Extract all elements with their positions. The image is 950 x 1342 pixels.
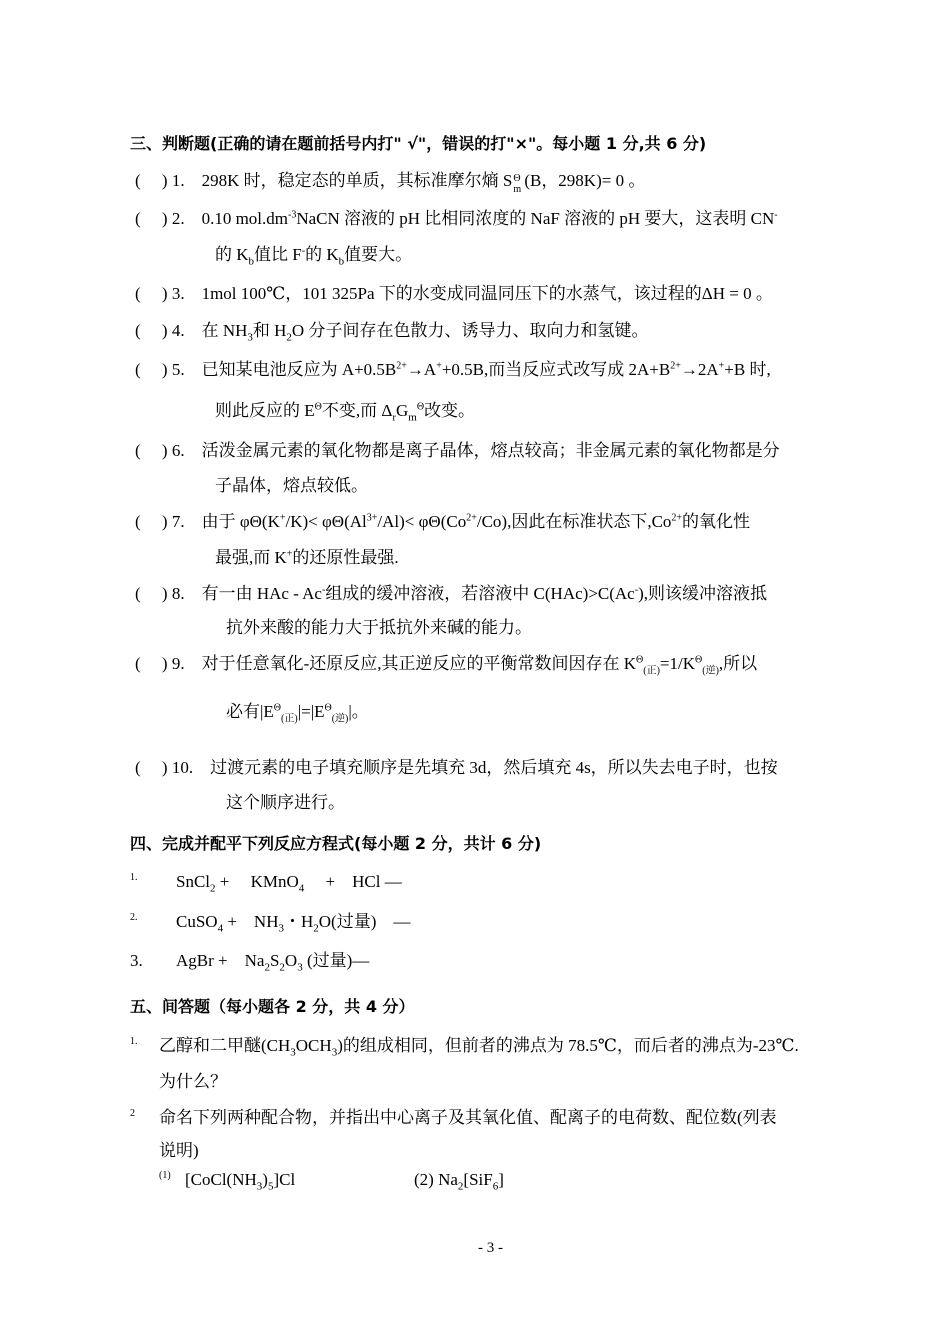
q5-sup2: + bbox=[436, 360, 442, 372]
complex-1 bbox=[159, 1170, 295, 1192]
eq2-text-a: 命名下列两种配合物，并指出中心离子及其氧化值、配离子的电荷数、配位数(列表 bbox=[159, 1108, 777, 1127]
question-7 bbox=[135, 507, 750, 532]
r1-text-a: SnCl bbox=[176, 872, 211, 891]
r2-text-b: + NH bbox=[223, 912, 279, 931]
complex-2 bbox=[414, 1170, 504, 1192]
question-10: ( ) 10. 过渡元素的电子填充顺序是先填充 3d，然后填充 4s，所以失去电子时，也按 bbox=[135, 758, 778, 777]
q7-sup5: + bbox=[286, 548, 293, 560]
q4-text-c: O 分子间存在色散力、诱导力、取向力和氢键。 bbox=[291, 321, 649, 340]
r1-text-b: + KMnO bbox=[215, 872, 299, 891]
q7-sup4: 2+ bbox=[671, 512, 683, 524]
q7-text-g: 的还原性最强. bbox=[292, 548, 399, 567]
r3-text-b: S bbox=[269, 951, 280, 970]
eq1-num: 1. bbox=[130, 1036, 138, 1048]
q9-text-b: =1/K bbox=[659, 654, 696, 673]
q2-sub-b: b bbox=[248, 255, 255, 268]
eq1-text-b: OCH bbox=[295, 1036, 332, 1055]
q9-sup1: Θ bbox=[636, 654, 644, 666]
r2-sub2: 3 bbox=[278, 922, 284, 935]
q2-sup3: - bbox=[301, 245, 306, 257]
question-6: ( ) 6. 活泼金属元素的氧化物都是离子晶体，熔点较高；非金属元素的氧化物都是分 bbox=[135, 441, 780, 460]
c2-text-c: ] bbox=[498, 1170, 504, 1189]
q8-text-a: ( ) 8. 有一由 HAc - Ac bbox=[135, 584, 322, 603]
c2-sub1: 2 bbox=[457, 1180, 464, 1193]
r3-sub2: 2 bbox=[279, 961, 285, 974]
q9-sub2: (逆) bbox=[702, 665, 719, 677]
q2-text-c2: 值比 F bbox=[254, 245, 302, 264]
q5-sub-m: m bbox=[408, 411, 417, 424]
q2-sub-b2: b bbox=[338, 255, 345, 268]
c1-text-a: [CoCl(NH bbox=[185, 1170, 257, 1189]
q2-text-a: ( ) 2. 0.10 mol.dm bbox=[135, 209, 288, 228]
q2-text-c3: 的 K bbox=[305, 245, 339, 264]
q5-sub-r: r bbox=[392, 411, 396, 424]
q5-sup4: + bbox=[718, 360, 725, 372]
reaction-2 bbox=[130, 907, 410, 934]
q5-sup1: 2+ bbox=[396, 360, 407, 372]
eq2-num: 2 bbox=[130, 1108, 135, 1120]
q8-text-b: 组成的缓冲溶液，若溶液中 C(HAc)>C(Ac bbox=[325, 584, 635, 603]
section-3-heading: 三、判断题(正确的请在题前括号内打" √"，错误的打"×"。每小题 1 分,共 6 分) bbox=[130, 134, 707, 153]
c1-sub2: 5 bbox=[267, 1180, 274, 1193]
q5-text-i: 改变。 bbox=[424, 401, 476, 420]
q5-text-h: G bbox=[395, 401, 409, 420]
r2-sub1: 4 bbox=[217, 922, 224, 935]
c1-sub: 3 bbox=[256, 1180, 263, 1193]
q9-text-d: 必有|E bbox=[226, 702, 274, 721]
r3-num: 3. bbox=[130, 951, 143, 970]
q9-sup3: Θ bbox=[273, 702, 282, 714]
q1-end: (B，298K)= 0 。 bbox=[524, 171, 646, 190]
q8-sup2: - bbox=[634, 584, 639, 596]
c2-text-b: [SiF bbox=[463, 1170, 493, 1189]
q9-text-e: |=|E bbox=[297, 702, 325, 721]
q5-sup6: Θ bbox=[416, 401, 425, 413]
q5-text-d: →2A bbox=[680, 360, 719, 379]
q2-text-c4: 值要大。 bbox=[344, 245, 413, 264]
question-9 bbox=[135, 649, 757, 676]
question-5-cont bbox=[215, 396, 475, 423]
q9-sup2: Θ bbox=[695, 654, 703, 666]
question-9-cont bbox=[226, 697, 369, 724]
q8-sup1: - bbox=[321, 584, 326, 596]
question-4 bbox=[135, 316, 648, 343]
q9-text-f: |。 bbox=[348, 702, 369, 721]
question-7-cont bbox=[215, 543, 399, 568]
q4-text-a: ( ) 4. 在 NH bbox=[135, 321, 248, 340]
section-4-heading: 四、完成并配平下列反应方程式(每小题 2 分，共计 6 分) bbox=[130, 834, 542, 853]
r3-text-c: O bbox=[284, 951, 298, 970]
question-3: ( ) 3. 1mol 100℃，101 325Pa 下的水变成同温同压下的水蒸气，该过程的ΔH = 0 。 bbox=[135, 284, 773, 303]
q7-text-d: /Co),因此在标准状态下,Co bbox=[476, 512, 672, 531]
eq1-text-c: )的组成相同，但前者的沸点为 78.5℃，而后者的沸点为-23℃. bbox=[337, 1036, 799, 1055]
q7-sup1: + bbox=[279, 512, 286, 524]
essay-question-2-cont: 说明) bbox=[159, 1141, 199, 1160]
q5-text-f: 则此反应的 E bbox=[215, 401, 315, 420]
c1-num: (1) bbox=[159, 1170, 171, 1182]
question-2 bbox=[135, 204, 778, 229]
essay-question-1-cont: 为什么？ bbox=[159, 1072, 227, 1091]
q2-text-b: NaCN 溶液的 pH 比相同浓度的 NaF 溶液的 pH 要大，这表明 CN bbox=[296, 209, 775, 228]
q7-sup3: 2+ bbox=[466, 512, 477, 524]
q5-sup5: Θ bbox=[314, 401, 322, 413]
c1-text-c: ]Cl bbox=[273, 1170, 296, 1189]
r1-num: 1. bbox=[130, 872, 138, 884]
q9-sub4: (逆) bbox=[331, 713, 349, 725]
reaction-1 bbox=[130, 867, 402, 894]
r2-text-a: CuSO bbox=[176, 912, 218, 931]
c1-text-b: ) bbox=[262, 1170, 268, 1189]
q7-text-e: 的氧化性 bbox=[682, 512, 751, 531]
r2-sub3: 2 bbox=[313, 922, 319, 935]
essay-question-2 bbox=[130, 1103, 777, 1128]
c2-text-a: (2) Na bbox=[414, 1170, 458, 1189]
q4-sub1: 3 bbox=[247, 331, 253, 344]
q5-text-e: +B 时, bbox=[724, 360, 771, 379]
r1-sub1: 2 bbox=[210, 882, 216, 895]
eq1-sub2: 3 bbox=[331, 1046, 338, 1059]
question-8-cont: 抗外来酸的能力大于抵抗外来碱的能力。 bbox=[226, 618, 532, 637]
q2-sup: -3 bbox=[288, 209, 297, 221]
q8-text-c: ),则该缓冲溶液抵 bbox=[638, 584, 767, 603]
r2-text-c: ・H bbox=[283, 912, 314, 931]
question-1 bbox=[135, 166, 646, 195]
r3-sub1: 2 bbox=[264, 961, 270, 974]
q5-text-c: +0.5B,而当反应式改写成 2A+B bbox=[441, 360, 671, 379]
q9-text-c: ,所以 bbox=[718, 654, 758, 673]
q7-sup2: 3+ bbox=[366, 512, 378, 524]
question-10-cont: 这个顺序进行。 bbox=[226, 793, 345, 812]
question-5 bbox=[135, 355, 771, 380]
r1-text-c: + HCl — bbox=[304, 872, 402, 891]
q7-text-b: /K)< φΘ(Al bbox=[285, 512, 367, 531]
q5-text-b: →A bbox=[406, 360, 437, 379]
q9-sub3: (正) bbox=[281, 713, 298, 725]
r3-text-a: AgBr + Na bbox=[176, 951, 265, 970]
q2-text-c1: 的 K bbox=[215, 245, 249, 264]
r3-text-d: (过量)— bbox=[302, 951, 370, 970]
q4-sub2: 2 bbox=[286, 331, 292, 344]
q9-sub1: (正) bbox=[643, 665, 660, 677]
q7-text-a: ( ) 7. 由于 φΘ(K bbox=[135, 512, 280, 531]
q1-sub: m bbox=[513, 184, 522, 195]
q2-sup2: - bbox=[774, 209, 778, 221]
c2-sub2: 6 bbox=[492, 1180, 499, 1193]
q1-sup: Θ bbox=[513, 173, 521, 184]
page-number: - 3 - bbox=[478, 1240, 503, 1256]
q9-text-a: ( ) 9. 对于任意氧化-还原反应,其正逆反应的平衡常数间因存在 K bbox=[135, 654, 637, 673]
question-6-cont: 子晶体，熔点较低。 bbox=[215, 476, 368, 495]
r1-sub2: 4 bbox=[298, 882, 305, 895]
q5-text-g: 不变,而 Δ bbox=[321, 401, 393, 420]
eq1-sub1: 3 bbox=[290, 1046, 296, 1059]
question-8 bbox=[135, 579, 767, 604]
section-5-heading: 五、间答题（每小题各 2 分，共 4 分） bbox=[130, 997, 415, 1016]
q4-text-b: 和 H bbox=[252, 321, 287, 340]
q9-sup4: Θ bbox=[324, 702, 332, 714]
r3-sub3: 3 bbox=[297, 961, 303, 974]
q1-text: ( ) 1. 298K 时，稳定态的单质，其标准摩尔熵 S bbox=[135, 171, 513, 190]
question-2-cont bbox=[215, 240, 412, 267]
reaction-3 bbox=[130, 946, 369, 973]
r2-text-d: O(过量) — bbox=[318, 912, 411, 931]
eq1-text-a: 乙醇和二甲醚(CH bbox=[159, 1036, 291, 1055]
essay-question-1 bbox=[130, 1031, 799, 1058]
q5-text-a: ( ) 5. 已知某电池反应为 A+0.5B bbox=[135, 360, 397, 379]
r2-num: 2. bbox=[130, 912, 138, 924]
q7-text-c: /Al)< φΘ(Co bbox=[377, 512, 467, 531]
q5-sup3: 2+ bbox=[670, 360, 681, 372]
q7-text-f: 最强,而 K bbox=[215, 548, 287, 567]
